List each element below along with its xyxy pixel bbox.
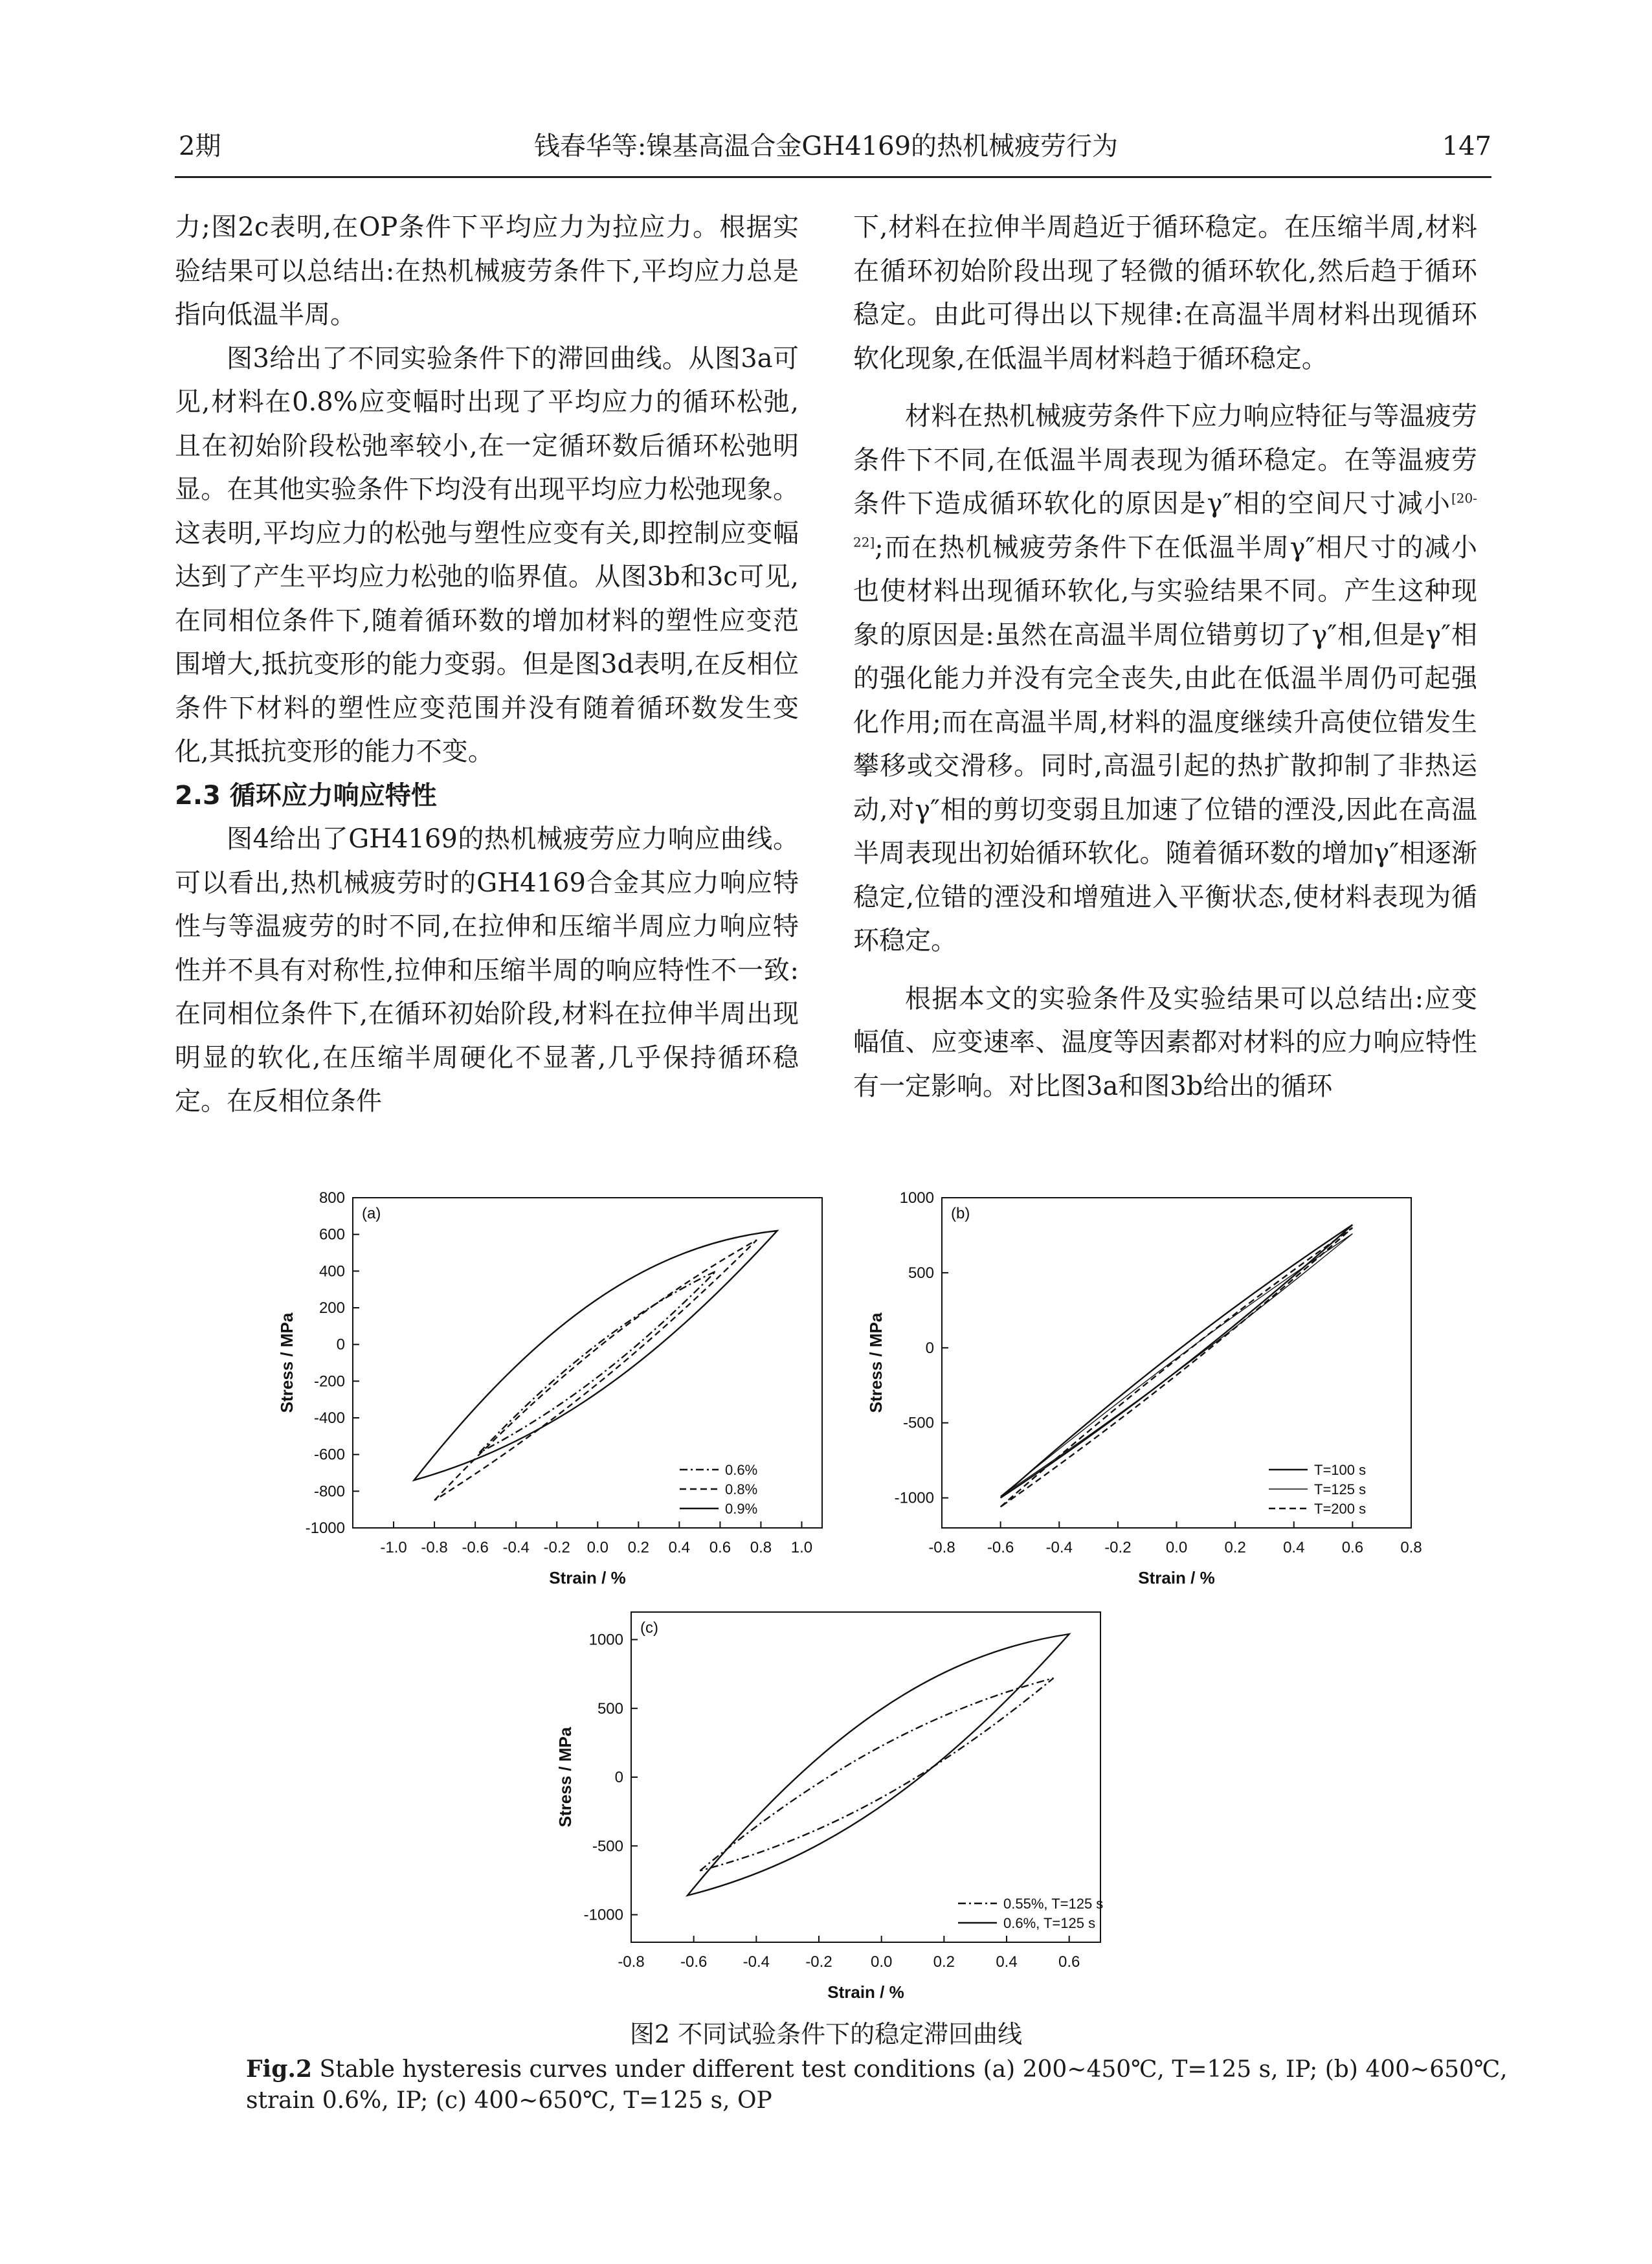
x-tick-label: -0.8 xyxy=(928,1539,955,1556)
right-column xyxy=(853,206,1477,1108)
series-loop xyxy=(414,1231,777,1480)
paragraph: 下,材料在拉伸半周趋近于循环稳定。在压缩半周,材料在循环初始阶段出现了轻微的循环软化,然后趋于循环稳定。由此可得出以下规律:在高温半周材料出现循环软化现象,在低温半周材料趋于循环稳定。 xyxy=(853,212,1477,374)
hysteresis-chart-c xyxy=(544,1599,1113,2013)
x-tick-label: -0.2 xyxy=(543,1539,570,1556)
legend-label: T=100 s xyxy=(1314,1462,1367,1478)
x-tick-label: -0.4 xyxy=(742,1953,770,1971)
x-tick-label: 0.0 xyxy=(586,1539,608,1556)
left-column xyxy=(175,206,799,1124)
x-tick-label: 0.0 xyxy=(1165,1539,1188,1556)
section-heading: 2.3 循环应力响应特性 xyxy=(175,780,437,811)
x-tick-label: -0.2 xyxy=(1104,1539,1132,1556)
x-tick-label: 0.8 xyxy=(1400,1539,1422,1556)
panel-label: (a) xyxy=(362,1205,381,1222)
x-axis-label: Strain / % xyxy=(549,1568,626,1587)
figure-caption-en xyxy=(246,2054,1521,2116)
y-tick-label: -200 xyxy=(313,1373,345,1391)
x-tick-label: 0.4 xyxy=(668,1539,691,1556)
y-tick-label: -800 xyxy=(313,1483,345,1501)
x-tick-label: -0.8 xyxy=(618,1953,645,1971)
y-tick-label: 0 xyxy=(336,1336,345,1354)
paragraph xyxy=(853,395,1477,963)
x-axis-label: Strain / % xyxy=(827,1982,904,2002)
x-tick-label: -0.2 xyxy=(805,1953,832,1971)
hysteresis-chart-b xyxy=(854,1185,1424,1599)
figure-caption-text: Stable hysteresis curves under different test conditions (a) 200~450℃, T=125 s, IP; (b) 400~650℃, strain 0.6%, IP; (c) 400~650℃, T=125 s, OP xyxy=(246,2056,1508,2114)
y-tick-label: 400 xyxy=(318,1262,345,1281)
paragraph: 图4给出了GH4169的热机械疲劳应力响应曲线。可以看出,热机械疲劳时的GH4169合金其应力响应特性与等温疲劳的时不同,在拉伸和压缩半周应力响应特性并不具有对称性,拉伸和压缩半周的响应特性不一致:在同相位条件下,在循环初始阶段,材料在拉伸半周出现明显的软化,在压缩半周硬化不显著,几乎保持循环稳定。在反相位条件 xyxy=(175,824,799,1116)
paragraph-text: 材料在热机械疲劳条件下应力响应特征与等温疲劳条件下不同,在低温半周表现为循环稳定。在等温疲劳条件下造成循环软化的原因是γ″相的空间尺寸减小 xyxy=(853,401,1477,519)
running-title: 钱春华等:镍基高温合金GH4169的热机械疲劳行为 xyxy=(533,131,1119,161)
legend-label: T=200 s xyxy=(1314,1501,1367,1517)
panel-label: (c) xyxy=(640,1619,658,1637)
y-tick-label: 500 xyxy=(597,1699,623,1718)
y-axis-label: Stress / MPa xyxy=(555,1727,575,1828)
y-tick-label: -500 xyxy=(902,1414,934,1432)
plot-frame xyxy=(631,1612,1100,1942)
figure-label: Fig.2 xyxy=(246,2056,312,2083)
x-tick-label: 0.0 xyxy=(870,1953,893,1971)
legend-label: 0.55%, T=125 s xyxy=(1003,1896,1104,1912)
x-tick-label: -1.0 xyxy=(380,1539,407,1556)
y-tick-label: -600 xyxy=(313,1446,345,1464)
x-tick-label: 0.4 xyxy=(996,1953,1018,1971)
y-tick-label: -1000 xyxy=(583,1906,623,1924)
x-tick-label: 0.2 xyxy=(627,1539,649,1556)
paragraph: 图3给出了不同实验条件下的滞回曲线。从图3a可见,材料在0.8%应变幅时出现了平均应力的循环松弛,且在初始阶段松弛率较小,在一定循环数后循环松弛明显。在其他实验条件下均没有出现平均应力松弛现象。这表明,平均应力的松弛与塑性应变有关,即控制应变幅达到了产生平均应力松弛的临界值。从图3b和3c可见,在同相位条件下,随着循环数的增加材料的塑性应变范围增大,抵抗变形的能力变弱。但是图3d表明,在反相位条件下材料的塑性应变范围并没有随着循环数发生变化,其抵抗变形的能力不变。 xyxy=(175,343,799,767)
citation: [20-22] xyxy=(853,490,1477,550)
y-tick-label: -400 xyxy=(313,1409,345,1427)
plot-frame xyxy=(942,1198,1411,1528)
y-tick-label: 800 xyxy=(318,1189,345,1207)
figure-caption-cn: 图2 不同试验条件下的稳定滞回曲线 xyxy=(629,2020,1023,2048)
legend-label: 0.8% xyxy=(725,1481,758,1497)
y-tick-label: 0 xyxy=(614,1769,623,1786)
page-number: 147 xyxy=(1442,131,1491,161)
hysteresis-chart-a xyxy=(265,1185,835,1599)
y-tick-label: 600 xyxy=(318,1226,345,1244)
paragraph: 根据本文的实验条件及实验结果可以总结出:应变幅值、应变速率、温度等因素都对材料的应力响应特性有一定影响。对比图3a和图3b给出的循环 xyxy=(853,983,1477,1101)
x-tick-label: 0.6 xyxy=(1341,1539,1364,1556)
y-tick-label: 500 xyxy=(908,1264,934,1282)
x-axis-label: Strain / % xyxy=(1138,1568,1215,1587)
y-axis-label: Stress / MPa xyxy=(866,1312,886,1413)
paragraph: 力;图2c表明,在OP条件下平均应力为拉应力。根据实验结果可以总结出:在热机械疲劳条件下,平均应力总是指向低温半周。 xyxy=(175,212,799,330)
plot-frame xyxy=(353,1198,822,1528)
x-tick-label: -0.6 xyxy=(987,1539,1014,1556)
x-tick-label: -0.6 xyxy=(680,1953,708,1971)
x-tick-label: 0.2 xyxy=(1224,1539,1246,1556)
x-tick-label: 0.6 xyxy=(1058,1953,1080,1971)
y-tick-label: 1000 xyxy=(588,1631,623,1649)
legend-label: 0.6%, T=125 s xyxy=(1003,1915,1096,1931)
header-rule xyxy=(175,176,1491,178)
x-tick-label: -0.6 xyxy=(462,1539,489,1556)
y-tick-label: 200 xyxy=(318,1299,345,1317)
series-loop xyxy=(687,1634,1069,1896)
y-tick-label: -1000 xyxy=(305,1519,345,1537)
y-tick-label: 0 xyxy=(925,1339,934,1357)
x-tick-label: -0.8 xyxy=(421,1539,448,1556)
issue-number: 2期 xyxy=(179,131,221,161)
legend-label: 0.9% xyxy=(725,1501,758,1517)
x-tick-label: -0.4 xyxy=(502,1539,530,1556)
legend-label: T=125 s xyxy=(1314,1481,1367,1497)
x-tick-label: 1.0 xyxy=(790,1539,813,1556)
panel-label: (b) xyxy=(951,1205,970,1222)
y-tick-label: 1000 xyxy=(899,1189,934,1207)
paragraph-text: ;而在热机械疲劳条件下在低温半周γ″相尺寸的减小也使材料出现循环软化,与实验结果不同。产生这种现象的原因是:虽然在高温半周位错剪切了γ″相,但是γ″相的强化能力并没有完全丧失,由此在低温半周仍可起强化作用;而在高温半周,材料的温度继续升高使位错发生攀移或交滑移。同时,高温引起的热扩散抑制了非热运动,对γ″相的剪切变弱且加速了位错的湮没,因此在高温半周表现出初始循环软化。随着循环数的增加γ″相逐渐稳定,位错的湮没和增殖进入平衡状态,使材料表现为循环稳定。 xyxy=(853,532,1477,956)
y-tick-label: -1000 xyxy=(894,1489,934,1507)
y-tick-label: -500 xyxy=(592,1837,623,1855)
y-axis-label: Stress / MPa xyxy=(277,1312,296,1413)
x-tick-label: 0.8 xyxy=(750,1539,772,1556)
x-tick-label: 0.2 xyxy=(933,1953,955,1971)
legend-label: 0.6% xyxy=(725,1462,758,1478)
x-tick-label: -0.4 xyxy=(1045,1539,1073,1556)
x-tick-label: 0.4 xyxy=(1283,1539,1305,1556)
x-tick-label: 0.6 xyxy=(709,1539,731,1556)
